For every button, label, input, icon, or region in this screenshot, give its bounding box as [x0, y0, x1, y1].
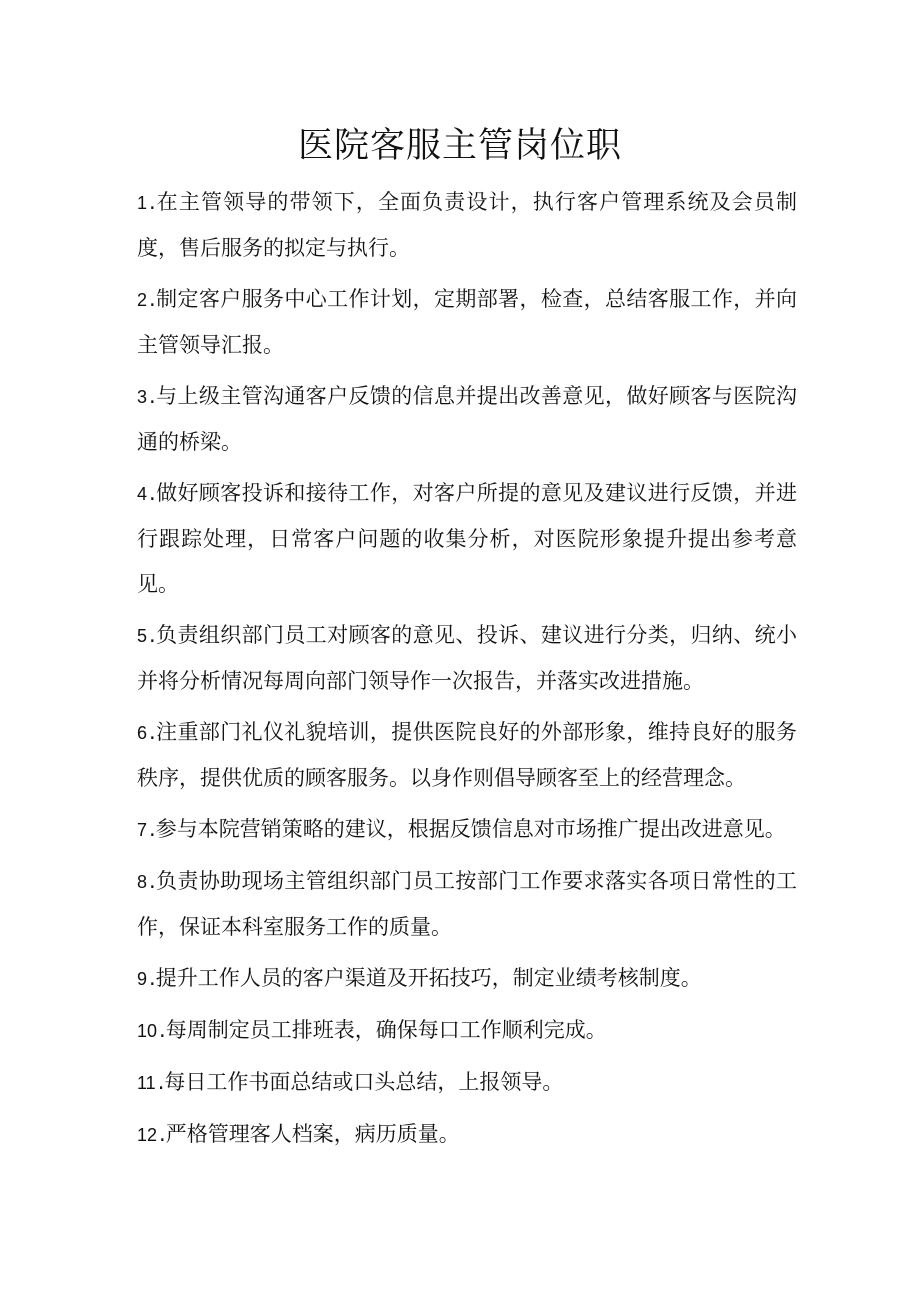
duty-number: 4 — [137, 484, 148, 504]
duty-item-6 — [137, 710, 797, 801]
duty-item-5 — [137, 613, 797, 704]
duty-item-12 — [137, 1112, 797, 1158]
duty-text: .与上级主管沟通客户反馈的信息并提出改善意见，做好顾客与医院沟通的桥梁。 — [137, 384, 797, 454]
duty-item-4 — [137, 471, 797, 607]
duty-number: 8 — [137, 872, 148, 892]
duty-text: .负责组织部门员工对顾客的意见、投诉、建议进行分类，归纳、统小并将分析情况每周向部门领导作一次报告，并落实改进措施。 — [137, 623, 797, 693]
duty-item-2 — [137, 277, 797, 368]
duty-number: 6 — [137, 723, 148, 743]
duty-text: .参与本院营销策略的建议，根据反馈信息对市场推广提出改进意见。 — [149, 817, 786, 841]
duty-text: .每日工作书面总结或口头总结，上报领导。 — [157, 1070, 564, 1094]
duty-number: 11 — [137, 1073, 156, 1093]
duty-item-7 — [137, 807, 797, 853]
duty-item-11 — [137, 1060, 797, 1106]
duty-text: .提升工作人员的客户渠道及开拓技巧，制定业绩考核制度。 — [149, 966, 702, 990]
duty-list — [137, 180, 797, 1164]
duty-text: .负责协助现场主管组织部门员工按部门工作要求落实各项日常性的工作，保证本科室服务工作的质量。 — [137, 869, 797, 939]
duty-text: .注重部门礼仪礼貌培训，提供医院良好的外部形象，维持良好的服务秩序，提供优质的顾客服务。以身作则倡导顾客至上的经营理念。 — [137, 720, 797, 790]
page-title: 医院客服主管岗位职 — [297, 126, 622, 166]
duty-number: 1 — [137, 193, 148, 213]
duty-number: 9 — [137, 969, 148, 989]
duty-number: 10 — [137, 1021, 158, 1041]
duty-item-10 — [137, 1008, 797, 1054]
duty-text: .每周制定员工排班表，确保每口工作顺利完成。 — [159, 1018, 607, 1042]
duty-number: 12 — [137, 1125, 158, 1145]
duty-text: .严格管理客人档案，病历质量。 — [159, 1122, 460, 1146]
duty-number: 5 — [137, 626, 148, 646]
duty-text: .做好顾客投诉和接待工作，对客户所提的意见及建议进行反馈，并进行跟踪处理，日常客户问题的收集分析，对医院形象提升提出参考意见。 — [137, 481, 797, 596]
duty-item-8 — [137, 859, 797, 950]
duty-number: 3 — [137, 387, 148, 407]
duty-number: 2 — [137, 290, 148, 310]
duty-item-3 — [137, 374, 797, 465]
duty-text: .在主管领导的带领下，全面负责设计，执行客户管理系统及会员制度，售后服务的拟定与执行。 — [137, 190, 797, 260]
duty-item-1 — [137, 180, 797, 271]
duty-item-9 — [137, 956, 797, 1002]
duty-text: .制定客户服务中心工作计划，定期部署，检查，总结客服工作，并向主管领导汇报。 — [137, 287, 797, 357]
duty-number: 7 — [137, 820, 148, 840]
